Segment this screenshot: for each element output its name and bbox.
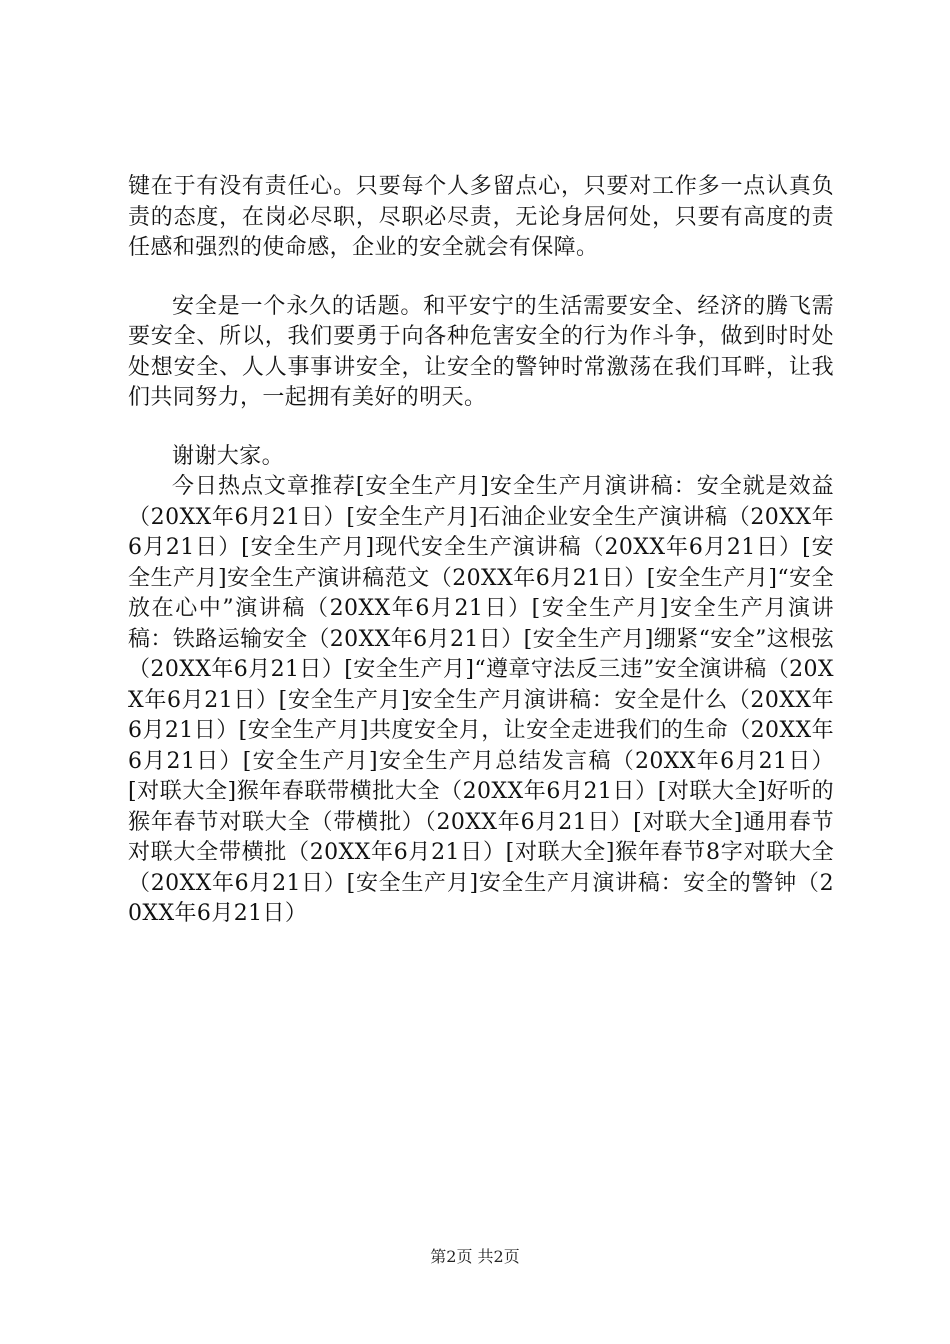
paragraph-safety-topic: 安全是一个永久的话题。和平安宁的生活需要安全、经济的腾飞需要安全、所以，我们要勇于向各种危害安全的行为作斗争，做到时时处处想安全、人人事事讲安全，让安全的警钟时常激荡在我们耳畔，让我们共同努力，一起拥有美好的明天。 (128, 293, 834, 410)
paragraph-thanks: 谢谢大家。 (172, 443, 285, 469)
document-body (128, 172, 834, 930)
page-footer: 第2页 共2页 (430, 1247, 520, 1266)
paragraph-recommended-articles: 今日热点文章推荐[安全生产月]安全生产月演讲稿：安全就是效益（20XX年6月21日）[安全生产月]石油企业安全生产演讲稿（20XX年6月21日）[安全生产月]现代安全生产演讲稿（20XX年6月21日）[安全生产月]安全生产演讲稿范文（20XX年6月21日）[安全生产月]“安全放在心中”演讲稿（20XX年6月21日）[安全生产月]安全生产月演讲稿：铁路运输安全（20XX年6月21日）[安全生产月]绷紧“安全”这根弦（20XX年6月21日）[安全生产月]“遵章守法反三违”安全演讲稿（20XX年6月21日）[安全生产月]安全生产月演讲稿：安全是什么（20XX年6月21日）[安全生产月]共度安全月，让安全走进我们的生命（20XX年6月21日）[安全生产月]安全生产月总结发言稿（20XX年6月21日）[对联大全]猴年春联带横批大全（20XX年6月21日）[对联大全]好听的猴年春节对联大全（带横批）（20XX年6月21日）[对联大全]通用春节对联大全带横批（20XX年6月21日）[对联大全]猴年春节8字对联大全（20XX年6月21日）[安全生产月]安全生产月演讲稿：安全的警钟（20XX年6月21日） (128, 474, 834, 926)
paragraph-responsibility: 键在于有没有责任心。只要每个人多留点心，只要对工作多一点认真负责的态度，在岗必尽职，尽职必尽责，无论身居何处，只要有高度的责任感和强烈的使命感，企业的安全就会有保障。 (128, 174, 834, 260)
